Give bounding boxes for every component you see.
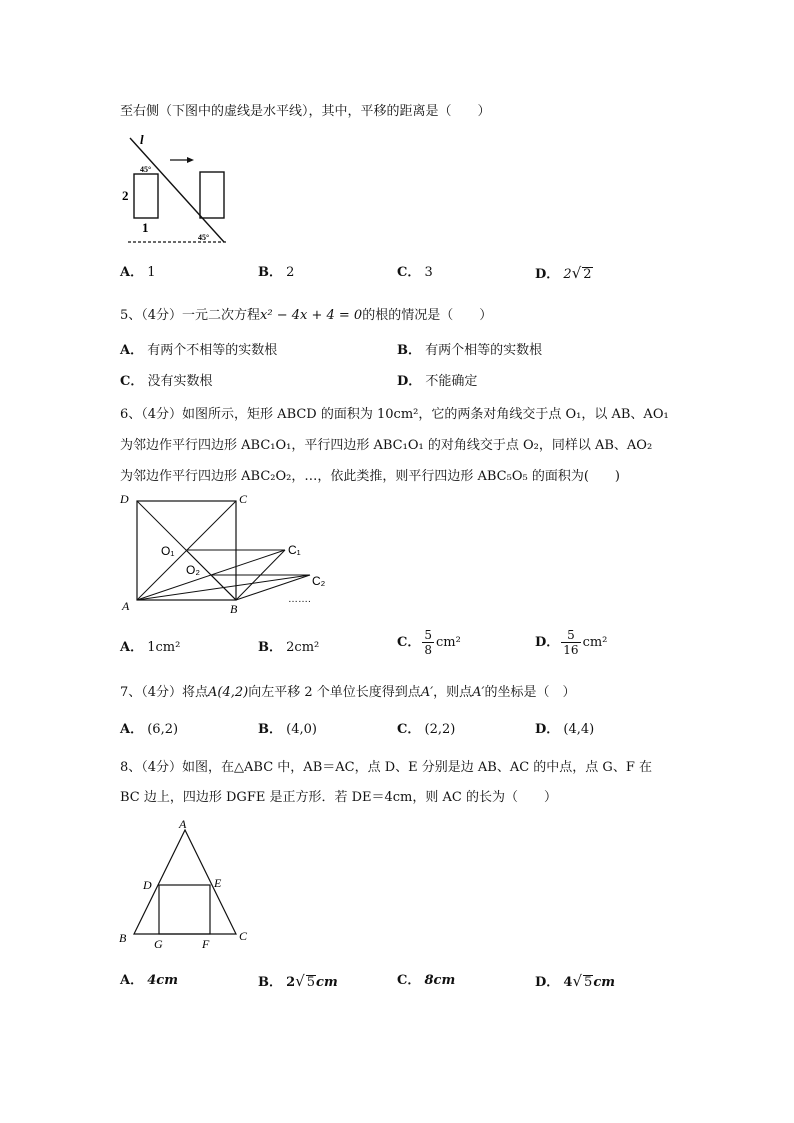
q7-stem: 7、（4分）将点A(4,2)向左平移 2 个单位长度得到点A′，则点A′的坐标是（ ） [120,685,576,700]
q6-line1: 6、（4分）如图所示，矩形 ABCD 的面积为 10cm²，它的两条对角线交于点 O₁，以 AB、AO₁ [120,407,669,422]
label-b: B [119,931,127,945]
label-c: C [239,492,248,506]
label-c2: C₂ [312,574,326,588]
q5-stem: 5、（4分）一元二次方程x² − 4x + 4 = 0的根的情况是（ ） [120,308,493,323]
label-a: A [122,599,130,613]
q6-line2: 为邻边作平行四边形 ABC₁O₁，平行四边形 ABC₁O₁ 的对角线交于点 O₂，同样以 AB、AO₂ [120,438,653,453]
q8-figure [118,814,258,954]
q6-option-b[interactable]: B． 2cm² [258,640,320,655]
q4-option-c[interactable]: C． 3 [397,265,433,280]
q5-option-d[interactable]: D． 不能确定 [397,374,478,389]
label-d: D [143,878,152,892]
q6-option-a[interactable]: A． 1cm² [120,640,181,655]
label-e: E [214,876,222,890]
q5-option-b[interactable]: B． 有两个相等的实数根 [397,343,543,358]
square-dgfe [159,885,210,934]
label-g: G [154,937,163,951]
q8-option-a[interactable]: A． 4cm [120,973,178,988]
q4-option-a[interactable]: A． 1 [120,265,156,280]
angle-bottom: 45° [198,233,210,242]
label-o2: O₂ [186,563,200,577]
label-dots: ……. [288,594,311,605]
q5-option-c[interactable]: C． 没有实数根 [120,374,213,389]
label-l: l [140,132,144,147]
angle-top: 45° [140,165,152,174]
label-side-2: 2 [122,188,129,203]
label-c1: C₁ [288,543,301,557]
o2-b [211,575,236,600]
q6-option-c[interactable]: C． $\frac{5}{8}$ cm² [397,628,461,657]
q7-option-b[interactable]: B． (4,0) [258,722,317,737]
q8-option-d[interactable]: D． 4√ 5cm [535,972,615,990]
label-bottom-1: 1 [142,220,149,235]
q6-option-d[interactable]: D． $\frac{5}{16}$ cm² [535,628,608,657]
label-f: F [202,937,210,951]
q5-option-a[interactable]: A． 有两个不相等的实数根 [120,343,278,358]
q7-option-c[interactable]: C． (2,2) [397,722,456,737]
q6-figure [118,490,338,618]
q8-line2: BC 边上，四边形 DGFE 是正方形．若 DE＝4cm，则 AC 的长为（ ） [120,790,557,805]
q8-option-c[interactable]: C． 8cm [397,973,456,988]
rectangle-right [200,172,224,218]
arrow-head [187,157,194,163]
label-d: D [120,492,129,506]
label-b: B [230,602,238,616]
q4-stem: 至右侧（下图中的虚线是水平线），其中，平移的距离是（ ） [120,104,491,119]
q4-option-b[interactable]: B． 2 [258,265,295,280]
label-c: C [239,929,248,943]
q8-option-b[interactable]: B． 2√ 5cm [258,972,338,990]
q4-figure [118,130,238,250]
q5-equation: x² − 4x + 4 = 0 [260,308,363,323]
label-a: A [179,817,187,831]
q7-option-a[interactable]: A． (6,2) [120,722,179,737]
rectangle-left [134,174,158,218]
q6-line3: 为邻边作平行四边形 ABC₂O₂，…，依此类推，则平行四边形 ABC₅O₅ 的面积为( ) [120,469,620,484]
q4-option-d[interactable]: D． 2√ 2 [535,264,592,282]
q8-line1: 8、（4分）如图，在△ABC 中，AB＝AC，点 D、E 分别是边 AB、AC 的中点，点 G、F 在 [120,760,652,775]
label-o1: O₁ [161,544,175,558]
q7-option-d[interactable]: D． (4,4) [535,722,595,737]
